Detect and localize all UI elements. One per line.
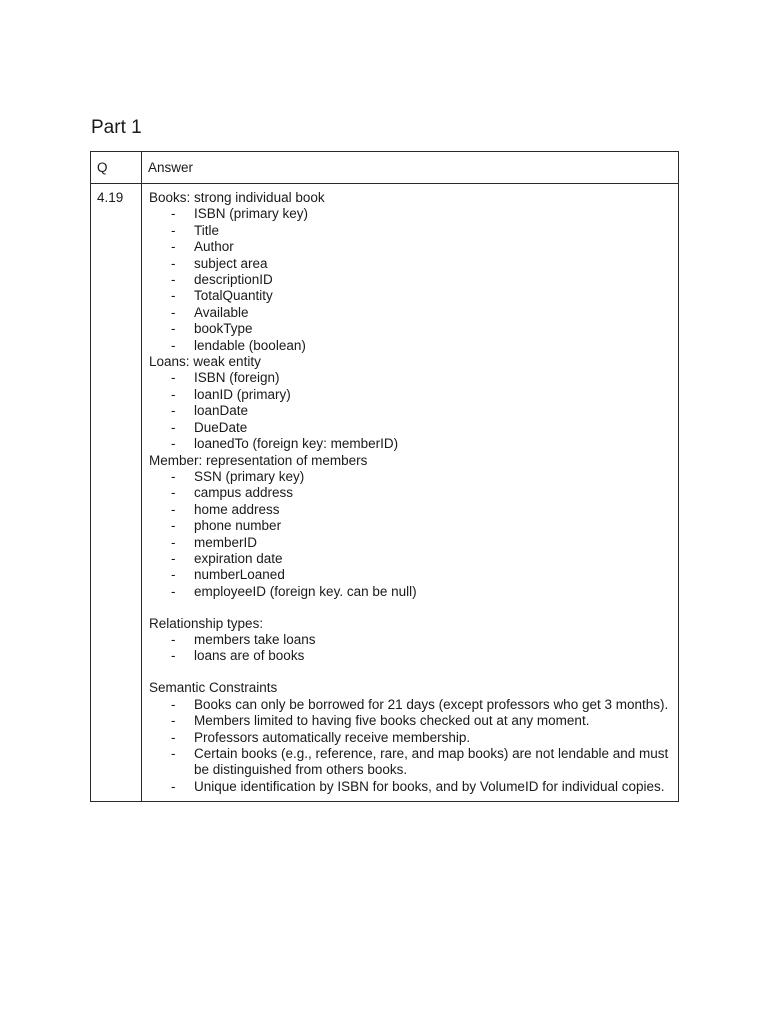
list-item <box>149 551 670 567</box>
list-item <box>149 223 670 239</box>
list-item-text: Books can only be borrowed for 21 days (except professors who get 3 months). <box>194 696 669 712</box>
bullet-dash: - <box>171 419 176 435</box>
list-item-text: Available <box>194 304 249 320</box>
relationship-title: Relationship types: <box>149 615 264 631</box>
bullet-dash: - <box>171 239 176 255</box>
list-item-text: employeeID (foreign key. can be null) <box>194 583 417 599</box>
bullet-dash: - <box>171 403 176 419</box>
bullet-dash: - <box>171 337 176 353</box>
list-item-text: expiration date <box>194 550 283 566</box>
list-item-text: TotalQuantity <box>194 288 273 304</box>
list-item <box>149 730 670 746</box>
list-item-text: loans are of books <box>194 648 305 664</box>
list-item <box>149 502 670 518</box>
bullet-dash: - <box>171 632 176 648</box>
member-title: Member: representation of members <box>149 452 368 468</box>
bullet-dash: - <box>171 550 176 566</box>
answer-cell <box>142 184 679 802</box>
list-item-text: ISBN (primary key) <box>194 206 309 222</box>
list-item <box>149 387 670 403</box>
list-item-text: loanDate <box>194 403 249 419</box>
list-item-text: SSN (primary key) <box>194 468 305 484</box>
bullet-dash: - <box>171 485 176 501</box>
bullet-dash: - <box>171 518 176 534</box>
list-item <box>149 648 670 664</box>
bullet-dash: - <box>171 321 176 337</box>
bullet-dash: - <box>171 288 176 304</box>
member-list <box>149 469 670 600</box>
list-item <box>149 206 670 222</box>
list-item <box>149 403 670 419</box>
header-q-label: Q <box>97 160 108 175</box>
list-item-text: loanedTo (foreign key: memberID) <box>194 436 399 452</box>
list-item-text: Certain books (e.g., reference, rare, and map books) are not lendable and must be distinguished from others books. <box>194 746 669 778</box>
header-answer-label: Answer <box>148 160 194 175</box>
list-item <box>149 469 670 485</box>
list-item <box>149 321 670 337</box>
list-item <box>149 256 670 272</box>
list-item-text: numberLoaned <box>194 567 285 583</box>
question-cell <box>91 184 142 802</box>
books-list <box>149 206 670 354</box>
loans-title: Loans: weak entity <box>149 354 261 370</box>
list-item-text: subject area <box>194 255 268 271</box>
header-cell-q <box>91 152 142 184</box>
list-item-text: Professors automatically receive membership. <box>194 729 471 745</box>
answer-table <box>90 151 679 802</box>
list-item <box>149 338 670 354</box>
list-item-text: memberID <box>194 534 258 550</box>
bullet-dash: - <box>171 436 176 452</box>
bullet-dash: - <box>171 255 176 271</box>
list-item <box>149 272 670 288</box>
list-item-text: ISBN (foreign) <box>194 370 280 386</box>
bullet-dash: - <box>171 304 176 320</box>
list-item <box>149 288 670 304</box>
loans-list <box>149 370 670 452</box>
list-item <box>149 485 670 501</box>
list-item <box>149 632 670 648</box>
answer-content <box>142 184 678 801</box>
list-item-text: campus address <box>194 485 294 501</box>
list-item-text: descriptionID <box>194 272 273 288</box>
list-item <box>149 420 670 436</box>
header-cell-answer <box>142 152 679 184</box>
list-item <box>149 746 670 779</box>
list-item-text: loanID (primary) <box>194 386 291 402</box>
list-item-text: Unique identification by ISBN for books, and by VolumeID for individual copies. <box>194 778 665 794</box>
list-item-text: Title <box>194 222 220 238</box>
bullet-dash: - <box>171 729 176 745</box>
list-item-text: phone number <box>194 518 282 534</box>
semantic-title: Semantic Constraints <box>149 680 278 696</box>
bullet-dash: - <box>171 713 176 729</box>
list-item <box>149 713 670 729</box>
bullet-dash: - <box>171 583 176 599</box>
list-item <box>149 535 670 551</box>
list-item-text: Members limited to having five books checked out at any moment. <box>194 713 590 729</box>
list-item <box>149 779 670 795</box>
table-header-row <box>91 152 679 184</box>
bullet-dash: - <box>171 534 176 550</box>
bullet-dash: - <box>171 222 176 238</box>
bullet-dash: - <box>171 206 176 222</box>
list-item-text: members take loans <box>194 632 316 648</box>
bullet-dash: - <box>171 468 176 484</box>
bullet-dash: - <box>171 696 176 712</box>
bullet-dash: - <box>171 567 176 583</box>
relationship-list <box>149 632 670 665</box>
list-item-text: Author <box>194 239 234 255</box>
list-item-text: lendable (boolean) <box>194 337 306 353</box>
list-item <box>149 518 670 534</box>
spacer <box>149 600 670 616</box>
list-item-text: home address <box>194 501 280 517</box>
list-item <box>149 305 670 321</box>
page-heading: Part 1 <box>91 117 142 138</box>
books-title: Books: strong individual book <box>149 190 325 205</box>
bullet-dash: - <box>171 370 176 386</box>
bullet-dash: - <box>171 501 176 517</box>
list-item <box>149 584 670 600</box>
list-item <box>149 436 670 452</box>
bullet-dash: - <box>171 778 176 794</box>
question-number: 4.19 <box>97 190 124 205</box>
bullet-dash: - <box>171 386 176 402</box>
bullet-dash: - <box>171 272 176 288</box>
list-item <box>149 567 670 583</box>
list-item <box>149 697 670 713</box>
list-item-text: DueDate <box>194 419 248 435</box>
table-row <box>91 184 679 802</box>
bullet-dash: - <box>171 648 176 664</box>
bullet-dash: - <box>171 746 176 761</box>
list-item <box>149 370 670 386</box>
list-item-text: bookType <box>194 321 253 337</box>
spacer <box>149 665 670 681</box>
semantic-list <box>149 697 670 795</box>
list-item <box>149 239 670 255</box>
